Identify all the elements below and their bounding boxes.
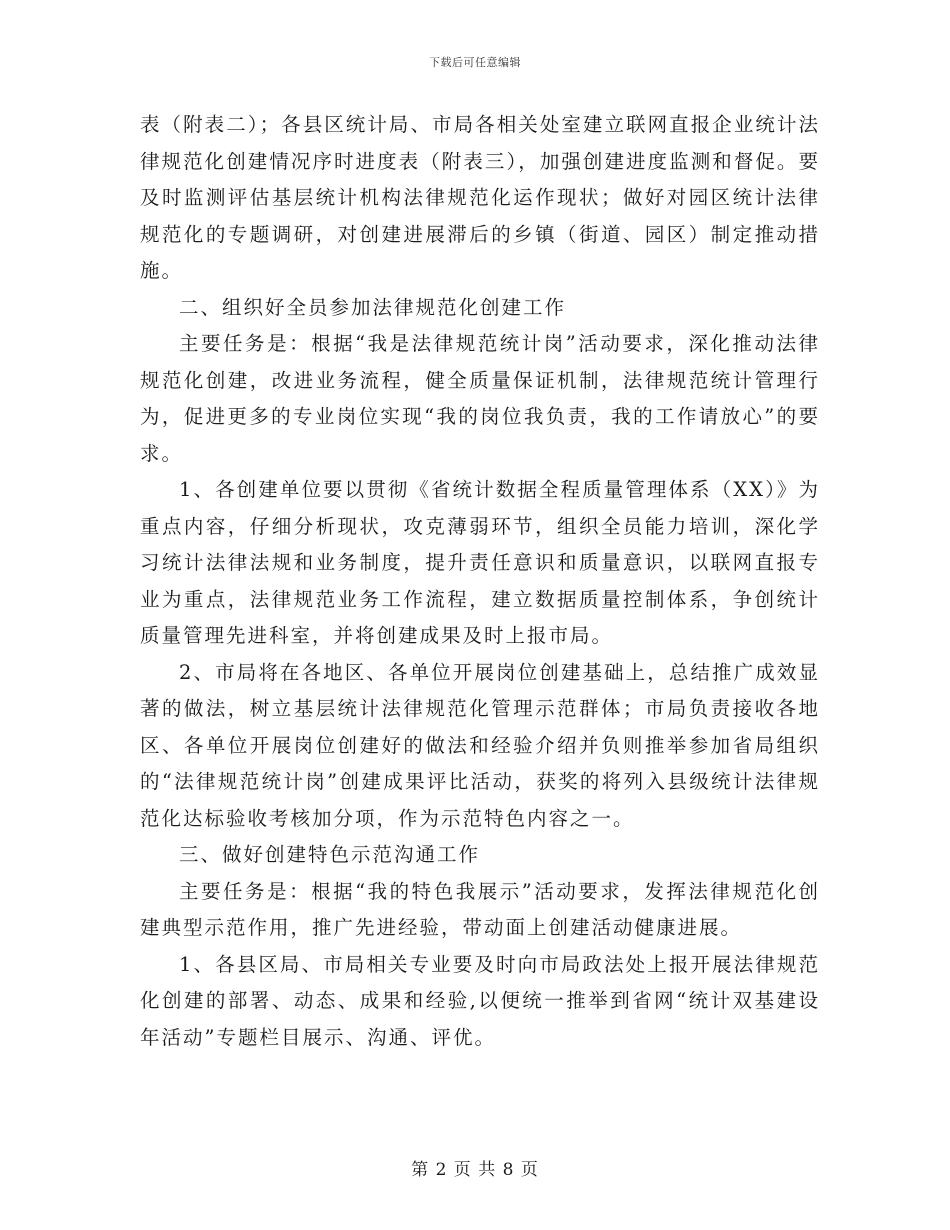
paragraph: 2、市局将在各地区、各单位开展岗位创建基础上，总结推广成效显著的做法，树立基层统计法律规范化管理示范群体；市局负责接收各地区、各单位开展岗位创建好的做法和经验介绍并负则推举参加省局组织的“法律规范统计岗”创建成果评比活动，获奖的将列入县级统计法律规范化达标验收考核加分项，作为示范特色内容之一。 <box>140 660 820 830</box>
page-number-footer: 第 2 页 共 8 页 <box>411 1160 539 1180</box>
paragraph: 主要任务是：根据“我的特色我展示”活动要求，发挥法律规范化创建典型示范作用，推广先进经验，带动面上创建活动健康进展。 <box>140 879 820 939</box>
paragraph: 1、各县区局、市局相关专业要及时向市局政法处上报开展法律规范化创建的部署、动态、成果和经验,以便统一推举到省网“统计双基建设年活动”专题栏目展示、沟通、评优。 <box>140 952 820 1049</box>
page-header: 下载后可任意编辑 <box>429 56 521 69</box>
section-heading: 三、做好创建特色示范沟通工作 <box>179 843 481 866</box>
section-heading: 二、组织好全员参加法律规范化创建工作 <box>179 295 567 319</box>
paragraph: 1、各创建单位要以贯彻《省统计数据全程质量管理体系（XX）》为重点内容，仔细分析现状，攻克薄弱环节，组织全员能力培训，深化学习统计法律法规和业务制度，提升责任意识和质量意识，以联网直报专业为重点，法律规范业务工作流程，建立数据质量控制体系，争创统计质量管理先进科室，并将创建成果及时上报市局。 <box>140 478 820 647</box>
paragraph: 主要任务是：根据“我是法律规范统计岗”活动要求，深化推动法律规范化创建，改进业务流程，健全质量保证机制，法律规范统计管理行为，促进更多的专业岗位实现“我的岗位我负责，我的工作请放心”的要求。 <box>140 332 820 465</box>
document-body <box>140 107 820 1056</box>
paragraph: 表（附表二）；各县区统计局、市局各相关处室建立联网直报企业统计法律规范化创建情况序时进度表（附表三），加强创建进度监测和督促。要及时监测评估基层统计机构法律规范化运作现状；做好对园区统计法律规范化的专题调研，对创建进展滞后的乡镇（街道、园区）制定推动措施。 <box>140 113 820 282</box>
